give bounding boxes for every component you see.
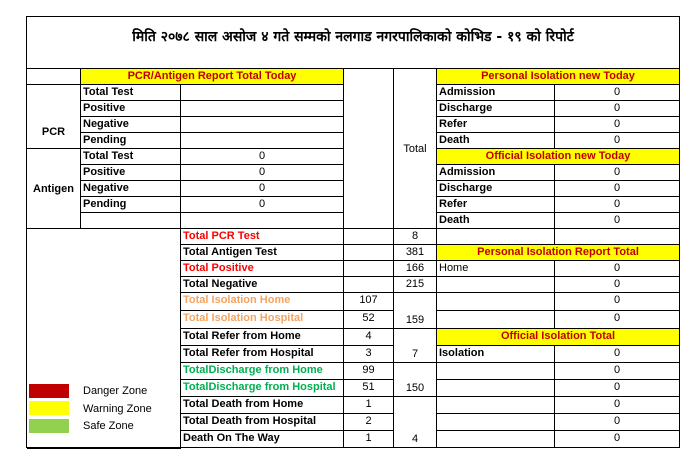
official-total-value-6: 0: [555, 431, 680, 448]
personal-discharge-label: Discharge: [437, 101, 555, 117]
official-total-value-2: 0: [555, 363, 680, 380]
personal-discharge-value: 0: [555, 101, 680, 117]
personal-home-label: Home: [437, 261, 555, 277]
blank-cell: [437, 293, 555, 311]
official-total-value-5: 0: [555, 414, 680, 431]
total-death-hospital-sub: 2: [344, 414, 394, 431]
pcr-label: PCR: [27, 85, 81, 149]
blank-cell: [437, 363, 555, 380]
total-refer-home-label: Total Refer from Home: [181, 329, 344, 346]
pcr-pending-value: [181, 133, 344, 149]
total-isolation-home-label: Total Isolation Home: [181, 293, 344, 311]
total-negative-label: Total Negative: [181, 277, 344, 293]
pcr-antigen-header: PCR/Antigen Report Total Today: [81, 69, 344, 85]
total-death-home-sub: 1: [344, 397, 394, 414]
safe-zone-label: Safe Zone: [83, 420, 134, 432]
personal-total-value-1: 0: [555, 261, 680, 277]
blank-cell: [437, 311, 555, 329]
antigen-negative-label: Negative: [81, 181, 181, 197]
official-total-value-1: 0: [555, 346, 680, 363]
total-death-home-label: Total Death from Home: [181, 397, 344, 414]
total-antigen-test-label: Total Antigen Test: [181, 245, 344, 261]
blank-cell: [344, 69, 394, 229]
total-negative-sub: [344, 277, 394, 293]
total-negative-total: 215: [394, 277, 437, 293]
antigen-negative-value: 0: [181, 181, 344, 197]
pcr-total-test-value: [181, 85, 344, 101]
total-discharge-total: 150: [394, 363, 437, 397]
pcr-total-test-label: Total Test: [81, 85, 181, 101]
personal-admission-label: Admission: [437, 85, 555, 101]
blank-cell: [81, 213, 181, 229]
blank-cell: [437, 431, 555, 448]
total-discharge-hospital-sub: 51: [344, 380, 394, 397]
legend-area: [27, 229, 181, 449]
antigen-pending-value: 0: [181, 197, 344, 213]
blank-cell: [437, 229, 555, 245]
total-pcr-test-label: Total PCR Test: [181, 229, 344, 245]
antigen-positive-label: Positive: [81, 165, 181, 181]
total-isolation-hospital-sub: 52: [344, 311, 394, 329]
pcr-pending-label: Pending: [81, 133, 181, 149]
pcr-negative-label: Negative: [81, 117, 181, 133]
total-death-hospital-label: Total Death from Hospital: [181, 414, 344, 431]
official-discharge-value: 0: [555, 181, 680, 197]
antigen-total-test-value: 0: [181, 149, 344, 165]
total-refer-hospital-sub: 3: [344, 346, 394, 363]
total-positive-label: Total Positive: [181, 261, 344, 277]
total-refer-hospital-label: Total Refer from Hospital: [181, 346, 344, 363]
blank-cell: [437, 397, 555, 414]
total-positive-sub: [344, 261, 394, 277]
official-total-value-3: 0: [555, 380, 680, 397]
total-isolation-hospital-label: Total Isolation Hospital: [181, 311, 344, 329]
personal-admission-value: 0: [555, 85, 680, 101]
report-title: मिति २०७८ साल असोज ४ गते सम्मको नलगाड नगरपालिकाको कोभिड - १९ को रिपोर्ट: [27, 17, 679, 69]
pcr-positive-value: [181, 101, 344, 117]
total-isolation-total: 159: [394, 293, 437, 329]
official-death-value: 0: [555, 213, 680, 229]
official-admission-label: Admission: [437, 165, 555, 181]
total-refer-home-sub: 4: [344, 329, 394, 346]
antigen-pending-label: Pending: [81, 197, 181, 213]
death-on-the-way-label: Death On The Way: [181, 431, 344, 448]
total-positive-total: 166: [394, 261, 437, 277]
total-death-total: 4: [394, 397, 437, 448]
total-antigen-test-total: 381: [394, 245, 437, 261]
total-pcr-test-sub: [344, 229, 394, 245]
blank-cell: [555, 229, 680, 245]
total-discharge-home-label: TotalDischarge from Home: [181, 363, 344, 380]
warning-zone-label: Warning Zone: [83, 403, 152, 415]
total-discharge-hospital-label: TotalDischarge from Hospital: [181, 380, 344, 397]
death-on-the-way-sub: 1: [344, 431, 394, 448]
official-total-value-4: 0: [555, 397, 680, 414]
blank-cell: [437, 380, 555, 397]
personal-total-value-4: 0: [555, 311, 680, 329]
personal-total-value-2: 0: [555, 277, 680, 293]
official-admission-value: 0: [555, 165, 680, 181]
personal-isolation-today-header: Personal Isolation new Today: [437, 69, 680, 85]
total-pcr-test-total: 8: [394, 229, 437, 245]
personal-refer-label: Refer: [437, 117, 555, 133]
total-antigen-test-sub: [344, 245, 394, 261]
official-isolation-total-header: Official Isolation Total: [437, 329, 680, 346]
blank-cell: [27, 69, 81, 85]
personal-refer-value: 0: [555, 117, 680, 133]
danger-zone-label: Danger Zone: [83, 385, 148, 397]
antigen-label: Antigen: [27, 149, 81, 229]
safe-zone-swatch: [29, 419, 69, 433]
total-refer-total: 7: [394, 329, 437, 363]
official-isolation-today-header: Official Isolation new Today: [437, 149, 680, 165]
danger-zone-swatch: [29, 384, 69, 398]
official-refer-value: 0: [555, 197, 680, 213]
covid-report-sheet: [26, 16, 680, 448]
official-refer-label: Refer: [437, 197, 555, 213]
total-isolation-home-sub: 107: [344, 293, 394, 311]
blank-cell: [437, 277, 555, 293]
antigen-total-test-label: Total Test: [81, 149, 181, 165]
total-column-label: Total: [394, 69, 437, 229]
blank-cell: [437, 414, 555, 431]
total-discharge-home-sub: 99: [344, 363, 394, 380]
official-isolation-label: Isolation: [437, 346, 555, 363]
pcr-positive-label: Positive: [81, 101, 181, 117]
warning-zone-swatch: [29, 401, 69, 415]
official-death-label: Death: [437, 213, 555, 229]
official-discharge-label: Discharge: [437, 181, 555, 197]
blank-cell: [181, 213, 344, 229]
antigen-positive-value: 0: [181, 165, 344, 181]
pcr-negative-value: [181, 117, 344, 133]
personal-isolation-total-header: Personal Isolation Report Total: [437, 245, 680, 261]
personal-death-value: 0: [555, 133, 680, 149]
personal-total-value-3: 0: [555, 293, 680, 311]
personal-death-label: Death: [437, 133, 555, 149]
